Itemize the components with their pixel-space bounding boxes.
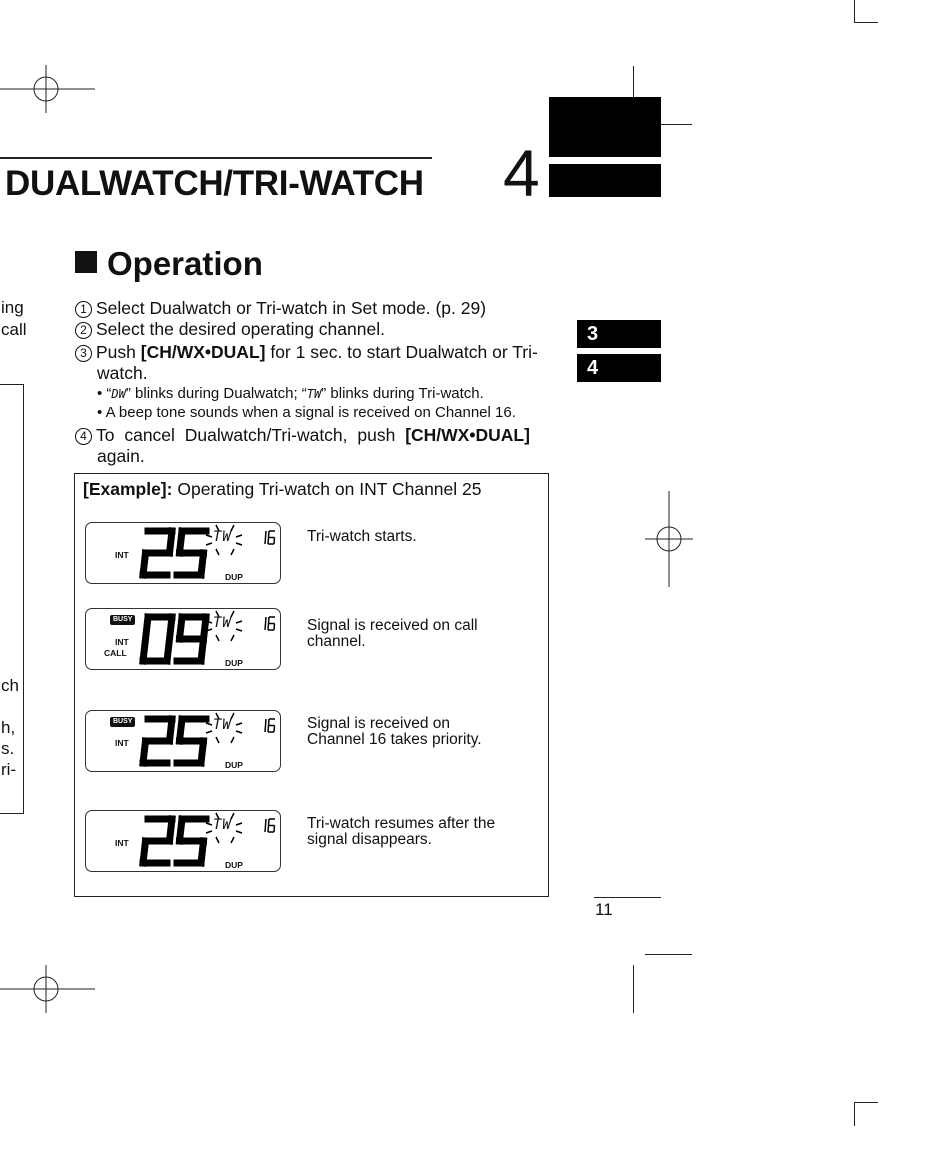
dup-indicator: DUP — [225, 658, 243, 668]
frame-description: Signal is received on call channel. — [307, 617, 478, 650]
blink-mark — [216, 635, 219, 641]
bullet-beep-info: • A beep tone sounds when a signal is received on Channel 16. — [97, 404, 516, 421]
channel-digit — [177, 719, 206, 763]
blink-mark — [236, 831, 242, 833]
crop-mark — [854, 22, 878, 23]
tri-watch-indicator: TW — [213, 717, 232, 733]
channel-digit — [177, 617, 206, 661]
channel-digit — [143, 617, 172, 661]
registration-mark — [0, 965, 95, 1013]
step-3-continued: watch. — [97, 363, 148, 383]
registration-mark — [0, 65, 95, 113]
channel-digit — [143, 531, 172, 575]
int-indicator: INT — [115, 838, 129, 848]
sub-channel-digit — [268, 531, 275, 544]
crop-mark — [854, 1102, 855, 1126]
lcd-display — [85, 608, 281, 670]
sub-channel-digit — [265, 531, 266, 544]
tw-indicator-icon: TW — [306, 387, 322, 401]
blink-mark — [206, 723, 212, 725]
int-indicator: INT — [115, 637, 129, 647]
channel-digits — [86, 609, 280, 669]
dup-indicator: DUP — [225, 760, 243, 770]
blink-mark — [231, 837, 234, 843]
frame-description: Tri-watch starts. — [307, 528, 417, 545]
tri-watch-indicator: TW — [213, 529, 232, 545]
left-fragment: call — [1, 320, 27, 339]
step-2: 2 Select the desired operating channel. — [75, 319, 385, 340]
blink-mark — [236, 823, 242, 825]
call-indicator: CALL — [104, 648, 127, 658]
blink-mark — [206, 535, 212, 537]
tri-watch-indicator: TW — [213, 615, 232, 631]
channel-digit — [177, 531, 206, 575]
blink-mark — [236, 731, 242, 733]
step-3: 3 Push [CH/WX•DUAL] for 1 sec. to start Dualwatch or Tri- — [75, 342, 538, 363]
lcd-display — [85, 522, 281, 584]
sub-channel-digit — [265, 719, 266, 732]
dup-indicator: DUP — [225, 860, 243, 870]
blink-mark — [236, 723, 242, 725]
channel-digit — [177, 819, 206, 863]
page-number-rule — [594, 897, 661, 898]
header-rule — [0, 157, 432, 159]
lcd-display — [85, 710, 281, 772]
int-indicator: INT — [115, 550, 129, 560]
blink-mark — [206, 543, 212, 545]
chapter-number: 4 — [503, 136, 540, 210]
frame-description: Signal is received on Channel 16 takes priority. — [307, 715, 482, 748]
step-1: 1 Select Dualwatch or Tri-watch in Set mode. (p. 29) — [75, 298, 486, 319]
chapter-title: DUALWATCH/TRI-WATCH — [5, 164, 424, 203]
channel-digits — [86, 711, 280, 771]
sub-channel-digit — [265, 819, 266, 832]
crop-mark — [633, 965, 634, 1013]
sub-channel-digit — [268, 617, 275, 630]
int-indicator: INT — [115, 738, 129, 748]
blink-mark — [231, 549, 234, 555]
sub-channel-digit — [265, 617, 266, 630]
blink-mark — [231, 737, 234, 743]
bullet-blink-info: • “DW” blinks during Dualwatch; “TW” blinks during Tri-watch. — [97, 385, 484, 402]
page-number: 11 — [595, 900, 613, 919]
chapter-tab-3[interactable]: 3 — [577, 320, 661, 348]
frame-description: Tri-watch resumes after the signal disappears. — [307, 815, 496, 848]
crop-mark — [854, 1102, 878, 1103]
left-fragment: ri- — [1, 760, 17, 779]
dw-indicator-icon: DW — [111, 387, 126, 401]
channel-digits — [86, 811, 280, 871]
sub-channel-digit — [268, 719, 275, 732]
example-title: [Example]: Operating Tri-watch on INT Channel 25 — [83, 479, 482, 499]
blink-mark — [216, 837, 219, 843]
key-label: [CH/WX•DUAL] — [405, 425, 530, 445]
blink-mark — [206, 831, 212, 833]
left-fragment: ch — [1, 676, 19, 695]
blink-mark — [236, 621, 242, 623]
blink-mark — [216, 737, 219, 743]
blink-mark — [236, 543, 242, 545]
crop-mark — [645, 954, 692, 955]
dup-indicator: DUP — [225, 572, 243, 582]
left-fragment: s. — [1, 739, 15, 758]
busy-indicator: BUSY — [110, 615, 135, 625]
blink-mark — [216, 549, 219, 555]
channel-digit — [143, 819, 172, 863]
lcd-display — [85, 810, 281, 872]
blink-mark — [236, 535, 242, 537]
busy-indicator: BUSY — [110, 717, 135, 727]
registration-mark — [645, 491, 693, 587]
left-fragment: h, — [1, 718, 16, 737]
tri-watch-indicator: TW — [213, 817, 232, 833]
chapter-block-top — [549, 97, 661, 157]
crop-mark — [854, 0, 855, 23]
blink-mark — [236, 629, 242, 631]
section-heading: Operation — [75, 245, 263, 283]
key-label: [CH/WX•DUAL] — [140, 342, 266, 362]
left-fragment: ing — [1, 298, 24, 317]
square-bullet-icon — [75, 251, 97, 273]
step-4: 4 To cancel Dualwatch/Tri-watch, push [CH/WX•DUAL] — [75, 425, 550, 446]
blink-mark — [206, 823, 212, 825]
blink-mark — [231, 635, 234, 641]
blink-mark — [206, 731, 212, 733]
channel-digit — [143, 719, 172, 763]
chapter-block-bottom — [549, 164, 661, 197]
channel-digits — [86, 523, 280, 583]
step-4-continued: again. — [97, 446, 145, 466]
sub-channel-digit — [268, 819, 275, 832]
chapter-tab-4[interactable]: 4 — [577, 354, 661, 382]
